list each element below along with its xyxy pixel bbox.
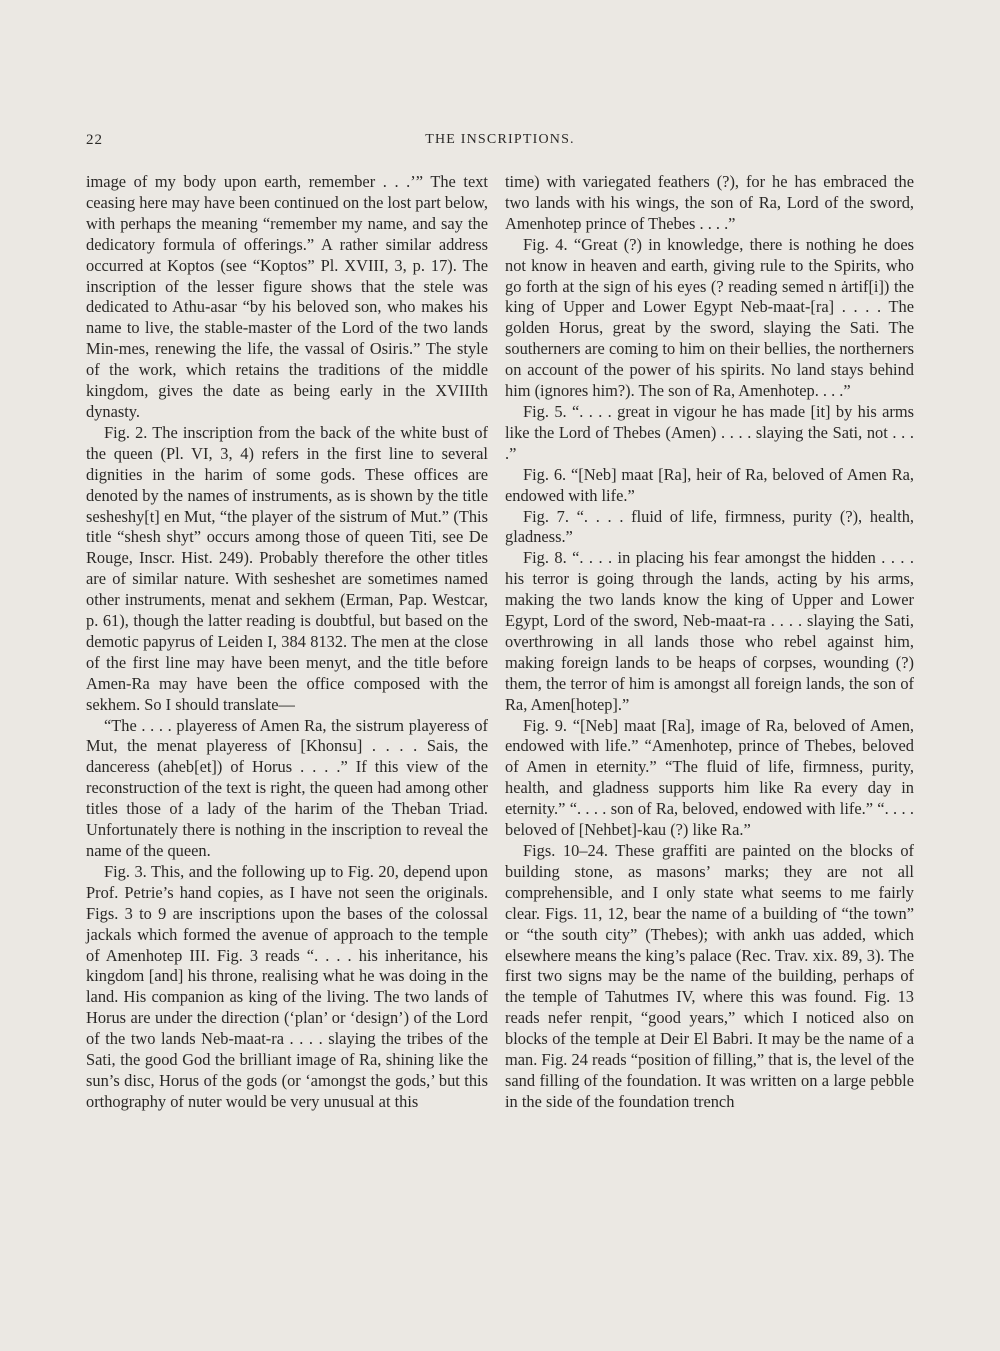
left-column — [86, 172, 488, 1113]
page-number: 22 — [86, 132, 103, 148]
paragraph: image of my body upon earth, remember . . .’” The text ceasing here may have been continued on the lost part below, with perhaps the meaning “remember my name, and say the dedicatory formula of offerings.” A rather similar address occurred at Koptos (see “Koptos” Pl. XVIII, 3, p. 17). The inscription of the lesser figure shows that the stele was dedicated to Athu-asar “by his beloved son, who makes his name to live, the stable-master of the Lord of the two lands Min-mes, renewing the life, the vassal of Osiris.” The style of the work, which retains the traditions of the middle kingdom, gives the date as being early in the XVIIIth dynasty. — [86, 172, 488, 421]
paragraph: Fig. 8. “. . . . in placing his fear amongst the hidden . . . . his terror is going through the lands, acting by his arms, making the two lands know the king of Upper and Lower Egypt, Lord of the sword, Neb-maat-ra . . . . slaying the Sati, overthrowing in all lands those who rebel against him, making foreign lands to be heaps of corpses, wounding (?) them, the terror of him is amongst all foreign lands, the son of Ra, Amen[hotep].” — [505, 548, 914, 714]
paragraph: Fig. 6. “[Neb] maat [Ra], heir of Ra, beloved of Amen Ra, endowed with life.” — [505, 464, 914, 505]
running-title: THE INSCRIPTIONS. — [425, 132, 575, 147]
paragraph: Fig. 4. “Great (?) in knowledge, there is nothing he does not know in heaven and earth, giving rule to the Spirits, who go forth at the sign of his eyes (? reading semed n ȧrtif[i]) the king of Upper and Lower Egypt Neb-maat-[ra] . . . . The golden Horus, great by the sword, slaying the Sati. The southerners are coming to him on their bellies, the northerners on account of the power of his spirits. No land stays behind him (ignores him?). The son of Ra, Amenhotep. . . .” — [505, 234, 914, 401]
paragraph: Fig. 5. “. . . . great in vigour he has made [it] by his arms like the Lord of Thebes (Amen) . . . . slaying the Sati, not . . . .” — [505, 401, 914, 463]
paragraph: time) with variegated feathers (?), for he has embraced the two lands with his wings, the son of Ra, Lord of the sword, Amenhotep prince of Thebes . . . .” — [505, 172, 914, 233]
paragraph: Fig. 2. The inscription from the back of the white bust of the queen (Pl. VI, 3, 4) refers in the first line to several dignities in the harim of some gods. These offices are denoted by the names of instruments, as is shown by the title sesheshy[t] en Mut, “the player of the sistrum of Mut.” (This title “shesh shyt” occurs among those of queen Titi, see De Rouge, Inscr. Hist. 249). Probably therefore the other titles are of similar nature. With sesheshet are sometimes named other instruments, menat and sekhem (Erman, Pap. Westcar, p. 61), though the latter reading is doubtful, but based on the demotic papyrus of Leiden I, 384 8132. The men at the close of the first line may have been menyt, and the title before Amen-Ra may have been the office composed with the sekhem. So I should translate— — [86, 422, 488, 714]
right-column — [505, 172, 914, 1113]
paragraph: Fig. 7. “. . . . fluid of life, firmness, purity (?), health, gladness.” — [505, 506, 914, 547]
paragraph: Fig. 3. This, and the following up to Fig. 20, depend upon Prof. Petrie’s hand copies, as I have not seen the originals. Figs. 3 to 9 are inscriptions upon the bases of the colossal jackals which formed the avenue of approach to the temple of Amenhotep III. Fig. 3 reads “. . . . his inheritance, his kingdom [and] his throne, realising what he was doing in the land. His companion as king of the living. The two lands of Horus are under the direction (‘plan’ or ‘design’) of the Lord of the two lands Neb-maat-ra . . . . slaying the tribes of the Sati, the good God the brilliant image of Ra, shining like the sun’s disc, Horus of the gods (or ‘amongst the gods,’ but this orthography of nuter would be very unusual at this — [86, 861, 488, 1111]
paragraph: Figs. 10–24. These graffiti are painted on the blocks of building stone, as masons’ marks; they are not all comprehensible, and I only state what seems to me fairly clear. Figs. 11, 12, bear the name of a building of “the town” or “the south city” (Thebes); with ankh uas added, which elsewhere means the king’s palace (Rec. Trav. xix. 89, 3). The first two signs may be the name of the building, perhaps of the temple of Tahutmes IV, where this was found. Fig. 13 reads nefer renpit, “good years,” which I noticed also on blocks of the temple at Deir El Babri. It may be the name of a man. Fig. 24 reads “position of filling,” that is, the level of the sand filling of the foundation. It was written on a large pebble in the side of the foundation trench — [505, 841, 914, 1111]
paragraph: “The . . . . playeress of Amen Ra, the sistrum playeress of Mut, the menat playeress of [Khonsu] . . . . Sais, the danceress (aheb[et]) of Horus . . . .” If this view of the reconstruction of the text is right, the queen had among other titles those of a lady of the harim of the Theban Triad. Unfortunately there is nothing in the inscription to reveal the name of the queen. — [86, 715, 488, 860]
paragraph: Fig. 9. “[Neb] maat [Ra], image of Ra, beloved of Amen, endowed with life.” “Amenhotep, prince of Thebes, beloved of Amen in eternity.” “The fluid of life, firmness, purity, health, and gladness supports him like Ra every day in eternity.” “. . . . son of Ra, beloved, endowed with life.” “. . . . beloved of [Nehbet]-kau (?) like Ra.” — [505, 715, 914, 840]
